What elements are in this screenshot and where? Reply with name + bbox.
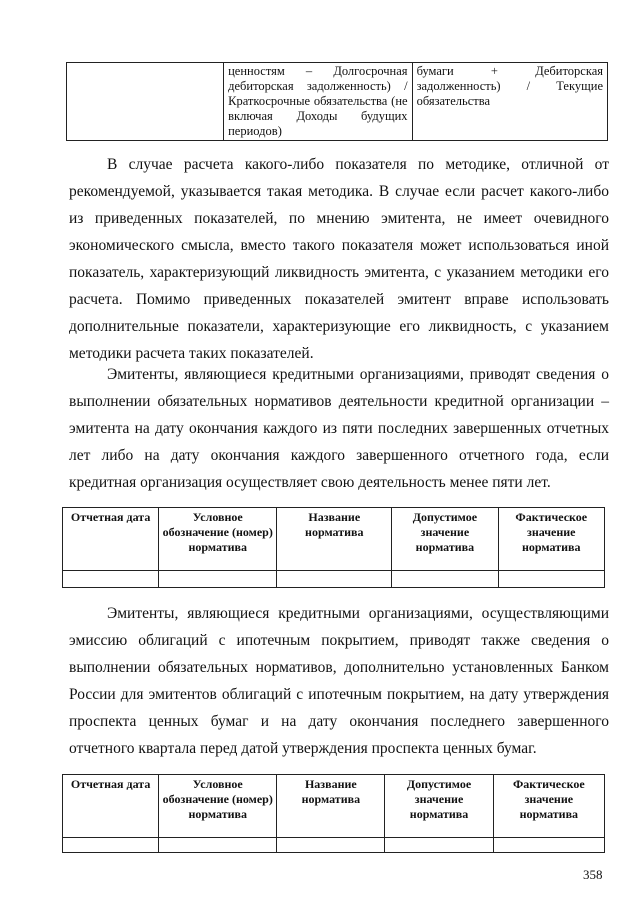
paragraph-text: Эмитенты, являющиеся кредитными организациями, осуществляющими эмиссию облигаций с ипотечным покрытием, приводят также сведения о выполнении обязательных нормативов, дополнительно установленных Банком России для эмитентов облигаций с ипотечным покрытием, на дату утверждения проспекта ценных бумаг и на дату окончания последнего завершенного отчетного квартала перед датой утверждения проспекта ценных бумаг. [69, 605, 609, 757]
cell-text: бумаги + Дебиторская задолженность) / Текущие обязательства [416, 64, 603, 108]
table-header-row [63, 508, 605, 571]
header-label: Допустимое значение норматива [412, 510, 478, 554]
page-number: 358 [583, 867, 603, 882]
header-label: Отчетная дата [70, 510, 151, 524]
table-cell-empty [63, 571, 159, 588]
table-cell-empty [498, 571, 604, 588]
table-cell-empty [493, 838, 604, 853]
paragraph [69, 151, 609, 367]
table-row [63, 838, 605, 853]
table-row [67, 63, 608, 141]
table-cell-empty [392, 571, 498, 588]
table-cell [224, 63, 412, 141]
header-label: Фактическое значение норматива [512, 777, 585, 821]
table-header-cell [385, 775, 493, 838]
table-cell [412, 63, 607, 141]
continuation-table [66, 62, 608, 141]
table-cell-empty [277, 838, 385, 853]
mortgage-normative-table [62, 774, 605, 853]
paragraph-text: В случае расчета какого-либо показателя по методике, отличной от рекомендуемой, указывается такая методика. В случае если расчет какого-либо из приведенных показателей, по мнению эмитента, не имеет очевидного экономического смысла, вместо такого показателя может использоваться иной показатель, характеризующий ликвидность эмитента, с указанием методики его расчета. Помимо приведенных показателей эмитент вправе использовать дополнительные показатели, характеризующие его ликвидность, с указанием методики расчета таких показателей. [69, 156, 609, 362]
table-header-cell [159, 775, 277, 838]
header-label: Название норматива [301, 777, 361, 806]
table-cell-empty [277, 571, 392, 588]
table-header-cell [277, 508, 392, 571]
normative-table [62, 507, 605, 588]
header-label: Название норматива [305, 510, 364, 539]
table-header-cell [498, 508, 604, 571]
table-header-cell [392, 508, 498, 571]
paragraph [69, 600, 609, 762]
table-cell-empty [385, 838, 493, 853]
table-header-row [63, 775, 605, 838]
header-label: Условное обозначение (номер) норматива [162, 777, 273, 821]
cell-text: ценностям – Долгосрочная дебиторская задолженность) / Краткосрочные обязательства (не включая Доходы будущих периодов) [228, 64, 408, 138]
table-cell-empty [63, 838, 159, 853]
table-header-cell [159, 508, 277, 571]
paragraph [69, 361, 609, 496]
header-label: Отчетная дата [70, 777, 151, 791]
header-label: Допустимое значение норматива [406, 777, 472, 821]
table-cell-empty [159, 571, 277, 588]
table-header-cell [63, 508, 159, 571]
table-row [63, 571, 605, 588]
header-label: Фактическое значение норматива [515, 510, 588, 554]
table-header-cell [63, 775, 159, 838]
table-cell-empty [67, 63, 224, 141]
header-label: Условное обозначение (номер) норматива [162, 510, 273, 554]
paragraph-text: Эмитенты, являющиеся кредитными организациями, приводят сведения о выполнении обязательных нормативов деятельности кредитной организации – эмитента на дату окончания каждого из пяти последних завершенных отчетных лет либо на дату окончания каждого завершенного отчетного года, если кредитная организация осуществляет свою деятельность менее пяти лет. [69, 366, 609, 491]
table-cell-empty [159, 838, 277, 853]
table-header-cell [493, 775, 604, 838]
table-header-cell [277, 775, 385, 838]
